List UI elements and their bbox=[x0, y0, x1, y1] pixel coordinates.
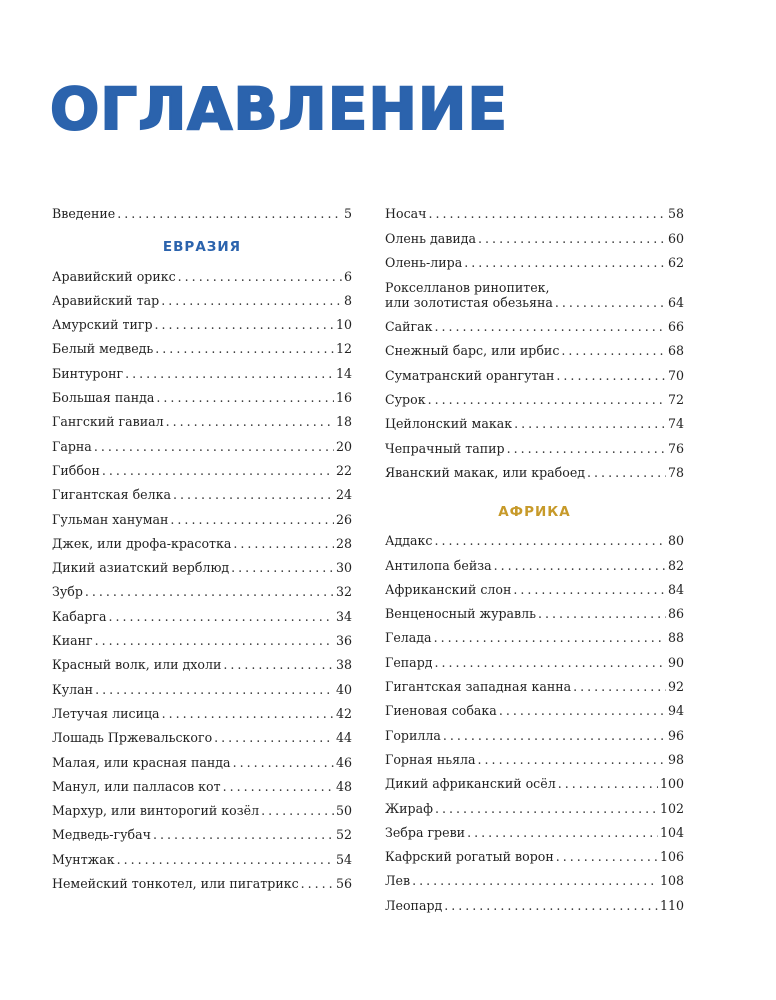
toc-entry-name: Дикий азиатский верблюд bbox=[52, 560, 230, 576]
toc-entry[interactable] bbox=[385, 527, 684, 551]
toc-entry-page: 52 bbox=[335, 827, 352, 843]
toc-entry-page: 74 bbox=[667, 416, 684, 432]
toc-entry[interactable] bbox=[385, 746, 684, 770]
toc-entry-name: Яванский макак, или крабоед bbox=[385, 464, 586, 480]
dot-leader bbox=[109, 609, 334, 624]
toc-entry[interactable] bbox=[385, 819, 684, 843]
toc-entry[interactable] bbox=[52, 821, 352, 845]
toc-entry[interactable] bbox=[52, 700, 352, 724]
dot-leader bbox=[443, 728, 666, 743]
toc-entry-name: Сайгак bbox=[385, 319, 433, 335]
toc-entry-page: 68 bbox=[667, 343, 684, 359]
toc-entry-name: Зебра греви bbox=[385, 824, 466, 840]
toc-entry[interactable] bbox=[52, 724, 352, 748]
toc-entry[interactable] bbox=[385, 600, 684, 624]
dot-leader bbox=[428, 206, 666, 221]
toc-entry-page: 86 bbox=[667, 606, 684, 622]
toc-entry[interactable] bbox=[385, 434, 684, 458]
dot-leader bbox=[478, 231, 666, 246]
dot-leader bbox=[231, 560, 334, 575]
toc-entry-page: 34 bbox=[335, 608, 352, 624]
dot-leader bbox=[538, 606, 666, 621]
toc-entry[interactable] bbox=[385, 843, 684, 867]
toc-entry-page: 40 bbox=[335, 681, 352, 697]
toc-entry-name: Гарна bbox=[52, 438, 92, 454]
dot-leader bbox=[173, 487, 334, 502]
toc-entry[interactable] bbox=[385, 361, 684, 385]
toc-entry-name: Лев bbox=[385, 873, 411, 889]
dot-leader bbox=[155, 341, 334, 356]
toc-entry[interactable] bbox=[385, 410, 684, 434]
dot-leader bbox=[435, 801, 658, 816]
toc-entry-name: Медведь-губач bbox=[52, 827, 151, 843]
dot-leader bbox=[214, 730, 334, 745]
toc-entry-page: 84 bbox=[667, 581, 684, 597]
toc-entry[interactable] bbox=[385, 386, 684, 410]
toc-entry-name: Олень давида bbox=[385, 230, 477, 246]
dot-leader bbox=[166, 414, 334, 429]
toc-entry[interactable] bbox=[52, 505, 352, 529]
toc-entry-name: Красный волк, или дхоли bbox=[52, 657, 222, 673]
toc-entry-name: Гелада bbox=[385, 630, 432, 646]
toc-entry-name: Аравийский орикс bbox=[52, 268, 176, 284]
toc-entry[interactable] bbox=[52, 554, 352, 578]
toc-entry-page: 80 bbox=[667, 533, 684, 549]
toc-entry-page: 38 bbox=[335, 657, 352, 673]
toc-entry-name: Гиббон bbox=[52, 462, 100, 478]
toc-entry-name: Большая панда bbox=[52, 390, 155, 406]
toc-entry-name: Жираф bbox=[385, 800, 433, 816]
section-heading-africa: АФРИКА bbox=[498, 503, 571, 520]
dot-leader bbox=[555, 295, 666, 310]
toc-entry-page: 30 bbox=[335, 560, 352, 576]
toc-entry-name: Мунтжак bbox=[52, 851, 115, 867]
toc-entry-name: Амурский тигр bbox=[52, 317, 153, 333]
toc-entry-name: Суматранский орангутан bbox=[385, 367, 555, 383]
dot-leader bbox=[153, 827, 334, 842]
dot-leader bbox=[161, 293, 342, 308]
toc-entry-name: Лошадь Пржевальского bbox=[52, 730, 213, 746]
toc-entry-page: 54 bbox=[335, 851, 352, 867]
toc-entry-name: Кабарга bbox=[52, 608, 107, 624]
toc-entry[interactable] bbox=[385, 459, 684, 483]
toc-entry-name: Аддакс bbox=[385, 533, 433, 549]
section-heading-eurasia: ЕВРАЗИЯ bbox=[162, 239, 242, 256]
dot-leader bbox=[428, 392, 666, 407]
toc-entry[interactable] bbox=[52, 481, 352, 505]
toc-entry-name: Снежный барс, или ирбис bbox=[385, 343, 560, 359]
toc-entry-page: 20 bbox=[335, 438, 352, 454]
toc-entry-page: 100 bbox=[659, 776, 684, 792]
toc-entry-page: 78 bbox=[667, 464, 684, 480]
toc-entry-name: Белый медведь bbox=[52, 341, 154, 357]
dot-leader bbox=[412, 873, 658, 888]
dot-leader bbox=[223, 779, 334, 794]
dot-leader bbox=[301, 876, 334, 891]
toc-entry-page: 56 bbox=[335, 876, 352, 892]
toc-entry-name: Зубр bbox=[52, 584, 83, 600]
dot-leader bbox=[117, 206, 342, 221]
dot-leader bbox=[102, 463, 334, 478]
toc-entry[interactable] bbox=[52, 432, 352, 456]
toc-entry-name-line1: Рокселланов ринопитек, bbox=[385, 279, 550, 295]
toc-entry-intro[interactable] bbox=[52, 200, 352, 224]
toc-entry[interactable] bbox=[385, 770, 684, 794]
toc-entry[interactable] bbox=[385, 313, 684, 337]
dot-leader bbox=[178, 269, 342, 284]
dot-leader bbox=[125, 366, 334, 381]
toc-entry-page: 96 bbox=[667, 727, 684, 743]
toc-entry-page: 82 bbox=[667, 557, 684, 573]
toc-entry-page: 14 bbox=[335, 365, 352, 381]
toc-entry[interactable] bbox=[52, 457, 352, 481]
toc-entry-page: 60 bbox=[667, 230, 684, 246]
toc-entry[interactable] bbox=[385, 273, 684, 313]
toc-entry[interactable] bbox=[52, 773, 352, 797]
dot-leader bbox=[467, 825, 658, 840]
toc-entry-page: 98 bbox=[667, 751, 684, 767]
toc-entry[interactable] bbox=[52, 651, 352, 675]
toc-list-eurasia bbox=[52, 262, 352, 894]
toc-entry-page: 76 bbox=[667, 440, 684, 456]
toc-entry-page: 92 bbox=[667, 679, 684, 695]
toc-entry[interactable] bbox=[385, 648, 684, 672]
toc-entry-name: Летучая лисица bbox=[52, 705, 160, 721]
toc-entry-page: 28 bbox=[335, 535, 352, 551]
dot-leader bbox=[95, 682, 334, 697]
toc-entry-page: 12 bbox=[335, 341, 352, 357]
toc-entry-page: 48 bbox=[335, 778, 352, 794]
toc-entry-name: Сурок bbox=[385, 392, 426, 408]
toc-entry-page: 16 bbox=[335, 390, 352, 406]
toc-entry-page: 22 bbox=[335, 462, 352, 478]
toc-entry[interactable] bbox=[52, 870, 352, 894]
toc-entry-page: 10 bbox=[335, 317, 352, 333]
dot-leader bbox=[514, 416, 666, 431]
toc-entry[interactable] bbox=[385, 624, 684, 648]
toc-entry[interactable] bbox=[52, 845, 352, 869]
toc-list-africa bbox=[385, 527, 684, 916]
dot-leader bbox=[556, 849, 658, 864]
toc-entry-name: Гульман хануман bbox=[52, 511, 169, 527]
dot-leader bbox=[494, 558, 666, 573]
dot-leader bbox=[170, 512, 334, 527]
toc-entry[interactable] bbox=[52, 797, 352, 821]
toc-entry[interactable] bbox=[52, 748, 352, 772]
toc-entry[interactable] bbox=[385, 224, 684, 248]
toc-entry[interactable] bbox=[52, 627, 352, 651]
toc-entry[interactable] bbox=[52, 359, 352, 383]
toc-entry-page: 64 bbox=[667, 294, 684, 310]
toc-entry[interactable] bbox=[385, 200, 684, 224]
dot-leader bbox=[156, 390, 334, 405]
toc-list-eurasia-cont bbox=[385, 200, 684, 273]
toc-entry[interactable] bbox=[52, 578, 352, 602]
toc-entry-page: 26 bbox=[335, 511, 352, 527]
dot-leader bbox=[444, 898, 658, 913]
toc-entry-page: 8 bbox=[343, 292, 352, 308]
toc-entry[interactable] bbox=[385, 867, 684, 891]
toc-entry-name: Чепрачный тапир bbox=[385, 440, 505, 456]
toc-entry-page: 6 bbox=[343, 268, 352, 284]
dot-leader bbox=[435, 655, 666, 670]
toc-entry-name bbox=[385, 280, 553, 310]
toc-right-column bbox=[385, 200, 684, 916]
toc-entry-page: 104 bbox=[659, 824, 684, 840]
toc-entry-name: Введение bbox=[52, 206, 116, 222]
toc-entry-page: 106 bbox=[659, 849, 684, 865]
toc-entry[interactable] bbox=[385, 673, 684, 697]
toc-entry-page: 32 bbox=[335, 584, 352, 600]
dot-leader bbox=[94, 439, 334, 454]
dot-leader bbox=[464, 255, 666, 270]
toc-entry[interactable] bbox=[52, 408, 352, 432]
toc-entry-page: 5 bbox=[343, 206, 352, 222]
dot-leader bbox=[162, 706, 334, 721]
dot-leader bbox=[233, 755, 334, 770]
toc-entry-name: Гигантская белка bbox=[52, 487, 171, 503]
dot-leader bbox=[435, 319, 666, 334]
toc-entry-name: Бинтуронг bbox=[52, 365, 124, 381]
toc-entry-page: 42 bbox=[335, 705, 352, 721]
toc-entry[interactable] bbox=[52, 530, 352, 554]
toc-entry-name: Малая, или красная панда bbox=[52, 754, 231, 770]
toc-entry[interactable] bbox=[385, 551, 684, 575]
toc-entry[interactable] bbox=[52, 311, 352, 335]
toc-entry-page: 58 bbox=[667, 206, 684, 222]
dot-leader bbox=[478, 752, 666, 767]
toc-entry-name: Гангский гавиал bbox=[52, 414, 164, 430]
toc-entry-name: Носач bbox=[385, 206, 427, 222]
toc-entry-page: 94 bbox=[667, 703, 684, 719]
toc-entry-name: Джек, или дрофа-красотка bbox=[52, 535, 232, 551]
toc-entry[interactable] bbox=[385, 891, 684, 915]
toc-entry-page: 62 bbox=[667, 254, 684, 270]
toc-entry-name: Манул, или палласов кот bbox=[52, 778, 221, 794]
toc-entry-name: Гиеновая собака bbox=[385, 703, 497, 719]
dot-leader bbox=[499, 703, 666, 718]
dot-leader bbox=[223, 657, 334, 672]
toc-entry-page: 66 bbox=[667, 319, 684, 335]
toc-entry[interactable] bbox=[52, 335, 352, 359]
toc-entry-name: Африканский слон bbox=[385, 581, 512, 597]
toc-entry-name: Цейлонский макак bbox=[385, 416, 513, 432]
toc-entry[interactable] bbox=[385, 794, 684, 818]
dot-leader bbox=[434, 533, 665, 548]
dot-leader bbox=[261, 803, 334, 818]
toc-entry-name: Кианг bbox=[52, 633, 93, 649]
dot-leader bbox=[561, 343, 666, 358]
toc-entry[interactable] bbox=[52, 602, 352, 626]
toc-entry-name: Гепард bbox=[385, 654, 433, 670]
dot-leader bbox=[434, 630, 666, 645]
toc-entry[interactable] bbox=[385, 697, 684, 721]
toc-entry-name: Немейский тонкотел, или пигатрикс bbox=[52, 876, 299, 892]
toc-entry-page: 44 bbox=[335, 730, 352, 746]
toc-entry-page: 70 bbox=[667, 367, 684, 383]
toc-entry-page: 24 bbox=[335, 487, 352, 503]
toc-entry[interactable] bbox=[385, 576, 684, 600]
toc-left-column bbox=[52, 200, 352, 894]
dot-leader bbox=[558, 776, 658, 791]
dot-leader bbox=[117, 852, 334, 867]
toc-entry-name: Дикий африканский осёл bbox=[385, 776, 556, 792]
toc-entry-page: 46 bbox=[335, 754, 352, 770]
toc-entry-name: Мархур, или винторогий козёл bbox=[52, 803, 260, 819]
toc-entry[interactable] bbox=[385, 337, 684, 361]
toc-entry[interactable] bbox=[385, 249, 684, 273]
toc-entry-page: 108 bbox=[659, 873, 684, 889]
toc-entry-name: Кулан bbox=[52, 681, 94, 697]
dot-leader bbox=[587, 465, 666, 480]
toc-entry-page: 88 bbox=[667, 630, 684, 646]
toc-entry-name: Гигантская западная канна bbox=[385, 679, 572, 695]
toc-entry[interactable] bbox=[52, 675, 352, 699]
dot-leader bbox=[95, 633, 334, 648]
toc-entry-page: 36 bbox=[335, 633, 352, 649]
toc-entry-page: 18 bbox=[335, 414, 352, 430]
toc-entry-name: Венценосный журавль bbox=[385, 606, 537, 622]
toc-entry-page: 102 bbox=[659, 800, 684, 816]
toc-entry-page: 110 bbox=[659, 897, 684, 913]
dot-leader bbox=[85, 584, 334, 599]
dot-leader bbox=[507, 441, 666, 456]
dot-leader bbox=[573, 679, 666, 694]
toc-entry-name: Антилопа бейза bbox=[385, 557, 492, 573]
dot-leader bbox=[513, 582, 666, 597]
toc-entry-name: Леопард bbox=[385, 897, 443, 913]
toc-entry-name-line2: или золотистая обезьяна bbox=[385, 294, 553, 310]
toc-entry-page: 72 bbox=[667, 392, 684, 408]
toc-entry[interactable] bbox=[52, 384, 352, 408]
page-title: ОГЛАВЛЕНИЕ bbox=[50, 75, 509, 143]
dot-leader bbox=[556, 368, 666, 383]
toc-entry-name: Кафрский рогатый ворон bbox=[385, 849, 554, 865]
toc-entry-name: Горная ньяла bbox=[385, 751, 476, 767]
toc-entry-name: Аравийский тар bbox=[52, 292, 160, 308]
toc-entry-page: 50 bbox=[335, 803, 352, 819]
toc-entry-page: 90 bbox=[667, 654, 684, 670]
toc-entry-name: Олень-лира bbox=[385, 254, 463, 270]
toc-entry[interactable] bbox=[52, 262, 352, 286]
toc-entry[interactable] bbox=[52, 287, 352, 311]
toc-entry-name: Горилла bbox=[385, 727, 441, 743]
toc-entry[interactable] bbox=[385, 721, 684, 745]
dot-leader bbox=[233, 536, 334, 551]
dot-leader bbox=[155, 317, 334, 332]
toc-list-eurasia-cont2 bbox=[385, 313, 684, 483]
